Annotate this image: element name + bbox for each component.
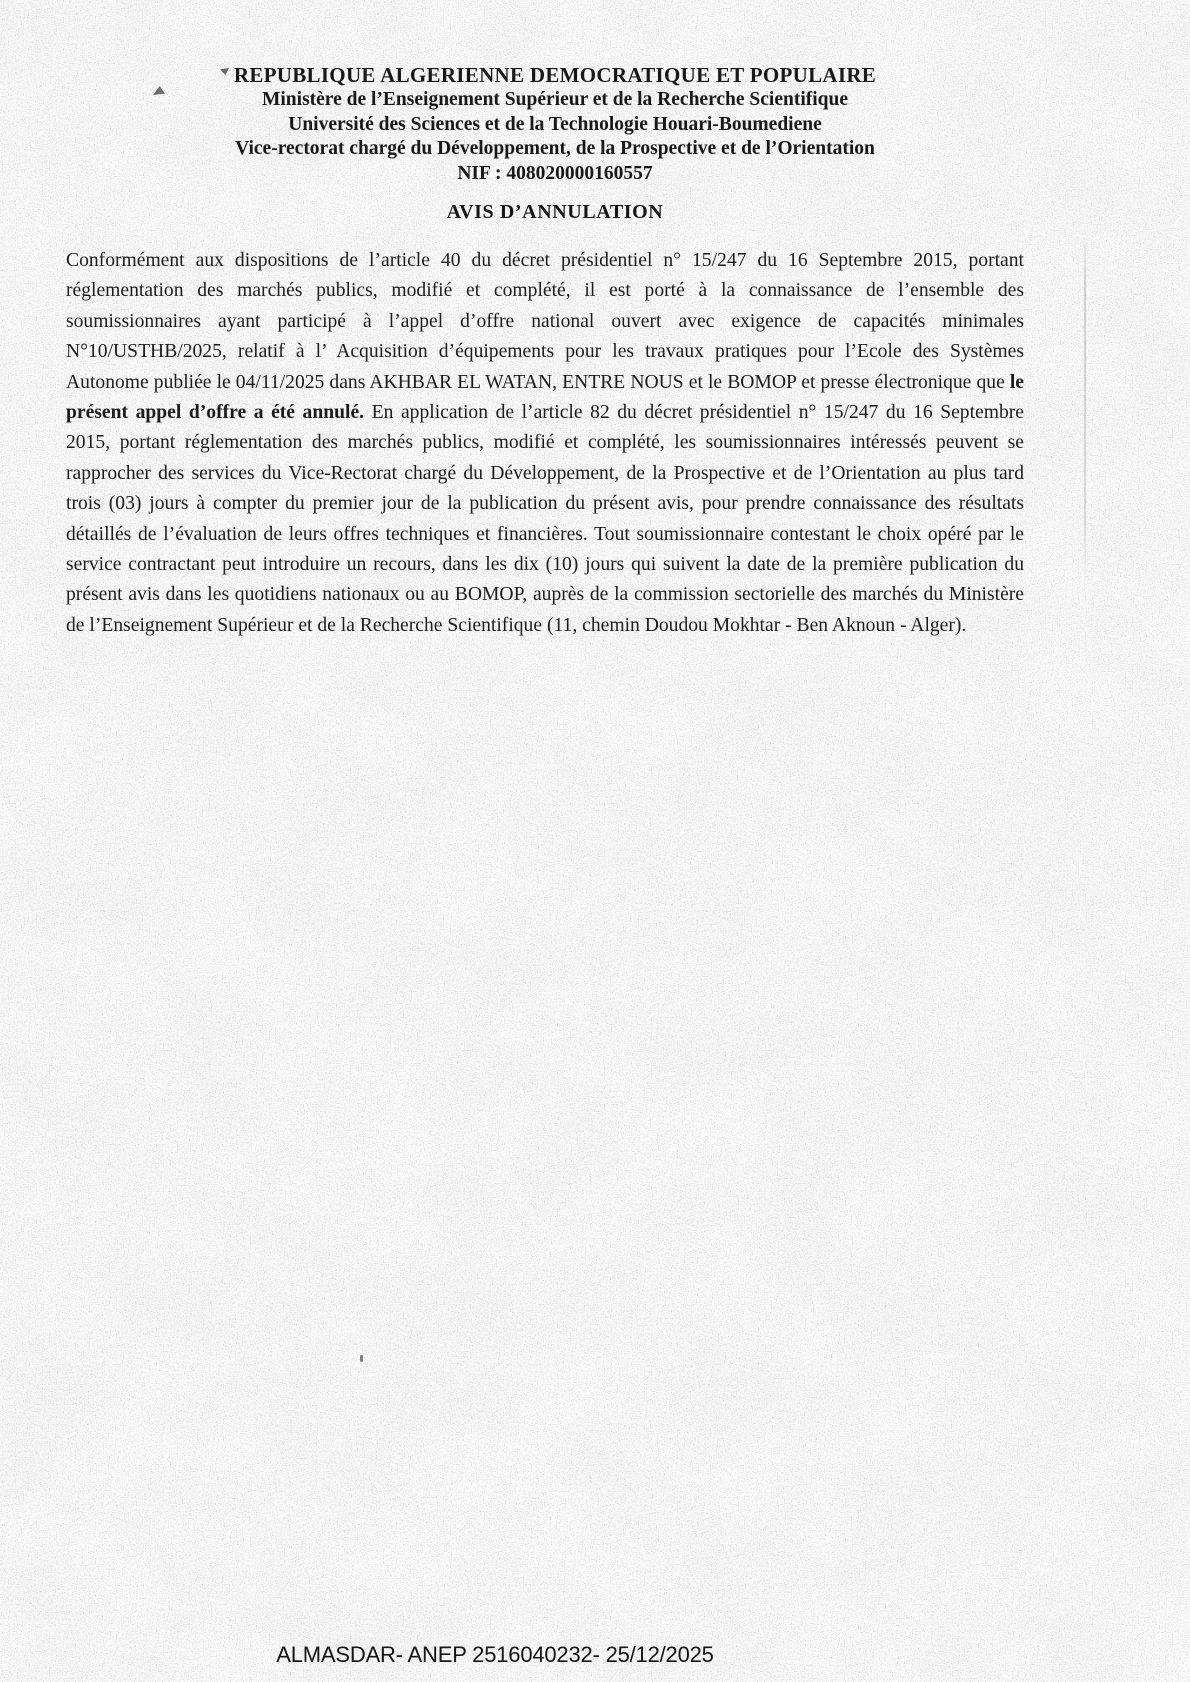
document-body bbox=[66, 246, 1024, 641]
header-nif-line: NIF : 408020000160557 bbox=[457, 162, 653, 184]
body-text-bold-annulment: le présent appel d’offre a été annulé. bbox=[66, 371, 1024, 424]
body-paragraph bbox=[66, 246, 1024, 641]
header-republic-line: REPUBLIQUE ALGERIENNE DEMOCRATIQUE ET POPULAIRE bbox=[233, 63, 877, 87]
footer-publication-credit: ALMASDAR- ANEP 2516040232- 25/12/2025 bbox=[276, 1642, 714, 1667]
header-ministry-line: Ministère de l’Enseignement Supérieur et de la Recherche Scientifique bbox=[261, 89, 848, 110]
body-text-part1: Conformément aux dispositions de l’article 40 du décret présidentiel n° 15/247 du 16 Septembre 2015, portant réglementation des marchés publics, modifié et complété, il est porté à la connaissance de l’ensemble des soumissionnaires ayant participé à l’appel d’offre national ouvert avec exigence de capacités minimales N°10/USTHB/2025, relatif à l’ Acquisition d’équipements pour les travaux pratiques pour l’Ecole des Systèmes Autonome publiée le 04/11/2025 dans AKHBAR EL WATAN, ENTRE NOUS et le BOMOP et presse électronique que bbox=[66, 250, 1024, 393]
scan-speck bbox=[360, 1355, 363, 1362]
document-title: AVIS D’ANNULATION bbox=[446, 201, 664, 223]
scan-crease-line bbox=[1084, 232, 1086, 584]
body-text-part3: En application de l’article 82 du décret présidentiel n° 15/247 du 16 Septembre 2015, portant réglementation des marchés publics, modifié et complété, les soumissionnaires intéressés peuvent se rapprocher des services du Vice-Rectorat chargé du Développement, de la Prospective et de l’Orientation au plus tard trois (03) jours à compter du premier jour de la publication du présent avis, pour prendre connaissance des résultats détaillés de l’évaluation de leurs offres techniques et financières. Tout soumissionnaire contestant le choix opéré par le service contractant peut introduire un recours, dans les dix (10) jours qui suivent la date de la première publication du présent avis dans les quotidiens nationaux ou au BOMOP, auprès de la commission sectorielle des marchés du Ministère de l’Enseignement Supérieur et de la Recherche Scientifique (11, chemin Doudou Mokhtar - Ben Aknoun - Alger). bbox=[66, 402, 1024, 636]
document-header bbox=[60, 62, 1050, 186]
header-vice-rectorat-line: Vice-rectorat chargé du Développement, de la Prospective et de l’Orientation bbox=[235, 138, 875, 159]
header-university-line: Université des Sciences et de la Technologie Houari-Boumediene bbox=[288, 113, 822, 135]
